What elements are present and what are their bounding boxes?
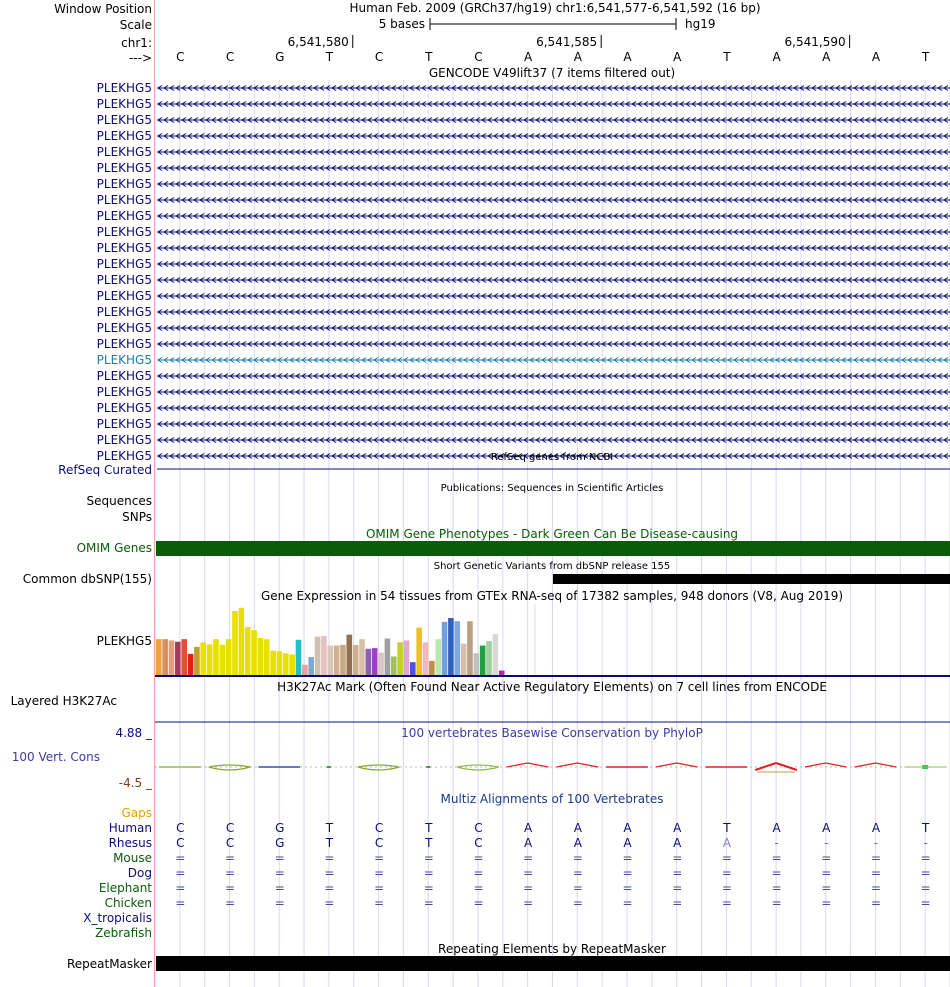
- gencode-transcript: [157, 390, 950, 395]
- gtex-bar: [200, 642, 206, 675]
- species-label[interactable]: Chicken: [104, 896, 152, 910]
- alignment-base: =: [771, 881, 782, 895]
- gtex-bar: [397, 642, 403, 675]
- repeat-title: Repeating Elements by RepeatMasker: [438, 942, 666, 956]
- h3k27ac-title: H3K27Ac Mark (Often Found Near Active Regulatory Elements) on 7 cell lines from ENCODE: [277, 680, 827, 694]
- alignment-base: C: [176, 836, 185, 850]
- gencode-transcript: [157, 262, 950, 267]
- gencode-gene-label[interactable]: PLEKHG5: [96, 193, 152, 207]
- alignment-base: A: [573, 821, 582, 835]
- alignment-base: =: [473, 866, 484, 880]
- gtex-gene-label[interactable]: PLEKHG5: [96, 634, 152, 648]
- scale-bar-label: 5 bases: [378, 17, 425, 31]
- gtex-bar: [239, 608, 245, 675]
- alignment-base: =: [175, 881, 186, 895]
- repeatmasker-track-label[interactable]: RepeatMasker: [66, 957, 152, 971]
- alignment-base: =: [672, 881, 683, 895]
- snps-track-label[interactable]: SNPs: [122, 510, 152, 524]
- gencode-transcript: [157, 278, 950, 283]
- browser-title: Human Feb. 2009 (GRCh37/hg19) chr1:6,541,577-6,541,592 (16 bp): [349, 1, 761, 15]
- gencode-gene-label[interactable]: PLEKHG5: [96, 385, 152, 399]
- alignment-base: C: [225, 821, 235, 835]
- base-letters: [176, 50, 930, 64]
- gencode-gene-label[interactable]: PLEKHG5: [96, 289, 152, 303]
- ruler-position: 6,541,590: [784, 35, 846, 49]
- gtex-bar: [162, 639, 168, 675]
- alignment-base: =: [374, 881, 385, 895]
- gencode-transcript: [157, 438, 950, 443]
- base-letter: C: [474, 50, 483, 64]
- alignment-base: =: [274, 896, 285, 910]
- alignment-base: =: [572, 881, 583, 895]
- assembly-label: hg19: [685, 17, 716, 31]
- gtex-bar: [366, 649, 372, 675]
- gtex-bar: [385, 639, 391, 675]
- alignment-base: =: [672, 866, 683, 880]
- position-ruler: [288, 35, 850, 49]
- alignment-base: =: [572, 851, 583, 865]
- cons-segment: [327, 766, 331, 768]
- gtex-bar: [391, 656, 397, 675]
- alignment-base: =: [225, 866, 236, 880]
- gtex-bar: [372, 648, 378, 675]
- gencode-gene-label[interactable]: PLEKHG5: [96, 113, 152, 127]
- alignment-base: =: [870, 866, 881, 880]
- gencode-gene-label[interactable]: PLEKHG5: [96, 129, 152, 143]
- alignment-base: A: [722, 836, 732, 850]
- track-area[interactable]: [155, 0, 950, 987]
- alignment-base: A: [524, 836, 533, 850]
- omim-track-label[interactable]: OMIM Genes: [76, 541, 152, 555]
- alignment-base: C: [474, 836, 483, 850]
- gtex-bar: [270, 651, 276, 675]
- alignment-base: =: [920, 896, 931, 910]
- alignment-base: A: [871, 821, 881, 835]
- base-letter: A: [573, 50, 582, 64]
- gencode-transcript: [157, 358, 950, 363]
- alignment-base: -: [873, 836, 879, 850]
- cons-min-label: -4.5 _: [118, 776, 152, 790]
- h3k27ac-track-label[interactable]: Layered H3K27Ac: [10, 694, 117, 708]
- alignment-base: =: [523, 896, 534, 910]
- gencode-transcript: [157, 150, 950, 155]
- alignment-base: =: [870, 851, 881, 865]
- alignment-base: C: [374, 836, 384, 850]
- alignment-base: =: [523, 866, 534, 880]
- alignment-base: =: [523, 851, 534, 865]
- alignment-base: =: [324, 896, 335, 910]
- gencode-gene-label[interactable]: PLEKHG5: [96, 161, 152, 175]
- gtex-bar: [410, 662, 416, 675]
- gencode-gene-label[interactable]: PLEKHG5: [96, 337, 152, 351]
- gtex-bar: [448, 618, 454, 675]
- gtex-bar: [194, 647, 200, 675]
- alignment-base: =: [374, 896, 385, 910]
- gtex-bar: [429, 661, 435, 675]
- base-letter: A: [623, 50, 632, 64]
- species-label[interactable]: Zebrafish: [95, 926, 152, 940]
- gtex-bar: [188, 654, 194, 675]
- alignment-base: =: [324, 881, 335, 895]
- gencode-transcript: [157, 342, 950, 347]
- alignment-base: =: [771, 896, 782, 910]
- gencode-gene-label[interactable]: PLEKHG5: [96, 257, 152, 271]
- gencode-gene-label[interactable]: PLEKHG5: [96, 241, 152, 255]
- alignment-base: =: [324, 851, 335, 865]
- alignment-base: =: [473, 851, 484, 865]
- alignment-base: =: [821, 896, 832, 910]
- base-letter: C: [225, 50, 235, 64]
- gtex-bar: [258, 638, 264, 675]
- base-letter: T: [723, 50, 731, 64]
- gencode-gene-label[interactable]: PLEKHG5: [96, 321, 152, 335]
- gtex-bar: [499, 671, 505, 675]
- alignment-base: =: [374, 866, 385, 880]
- alignment-base: =: [572, 896, 583, 910]
- gencode-transcript: [157, 198, 950, 203]
- alignment-base: =: [175, 896, 186, 910]
- gencode-gene-label[interactable]: PLEKHG5: [96, 97, 152, 111]
- alignment-base: =: [721, 851, 732, 865]
- alignment-base: -: [923, 836, 928, 850]
- gtex-bar: [461, 644, 467, 675]
- alignment-base: =: [821, 851, 832, 865]
- gtex-bar: [442, 622, 448, 675]
- gtex-bar: [347, 635, 353, 675]
- alignment-base: C: [176, 821, 185, 835]
- gtex-bar: [327, 646, 333, 675]
- alignment-base: =: [175, 851, 186, 865]
- refseq-track-label[interactable]: RefSeq Curated: [58, 463, 152, 477]
- repeatmasker-block: [156, 956, 950, 971]
- gencode-transcript: [157, 230, 950, 235]
- alignment-base: =: [920, 866, 931, 880]
- publications-title: Publications: Sequences in Scientific Articles: [440, 483, 664, 494]
- gtex-bar: [359, 639, 365, 675]
- alignment-base: =: [225, 851, 236, 865]
- dbsnp-title: Short Genetic Variants from dbSNP release 155: [433, 561, 671, 572]
- gtex-bar: [296, 640, 302, 675]
- gencode-gene-label[interactable]: PLEKHG5: [96, 225, 152, 239]
- base-letter: T: [425, 50, 433, 64]
- gencode-gene-label[interactable]: PLEKHG5: [96, 449, 152, 463]
- species-label[interactable]: Rhesus: [108, 836, 152, 850]
- gaps-track-label[interactable]: Gaps: [121, 806, 152, 820]
- alignment-base: T: [325, 821, 334, 835]
- alignment-base: =: [721, 881, 732, 895]
- sequences-track-label[interactable]: Sequences: [86, 494, 152, 508]
- gtex-bar: [277, 651, 283, 675]
- gtex-bar: [404, 640, 410, 675]
- alignment-base: =: [274, 881, 285, 895]
- alignment-base: =: [622, 881, 633, 895]
- gencode-transcript: [157, 326, 950, 331]
- alignment-base: =: [870, 881, 881, 895]
- alignment-base: =: [423, 851, 434, 865]
- gtex-bar: [232, 611, 238, 675]
- alignment-base: =: [721, 866, 732, 880]
- dbsnp-variant-block: [553, 574, 950, 584]
- gtex-bar: [156, 639, 162, 675]
- alignment-base: =: [274, 866, 285, 880]
- alignment-base: T: [325, 836, 334, 850]
- base-letter: A: [673, 50, 682, 64]
- gtex-bar: [353, 645, 359, 675]
- dbsnp-track-label[interactable]: Common dbSNP(155): [22, 572, 152, 586]
- gencode-transcript: [157, 310, 950, 315]
- gtex-bar: [181, 639, 187, 675]
- alignment-base: T: [425, 836, 433, 850]
- gencode-gene-label[interactable]: PLEKHG5: [96, 401, 152, 415]
- omim-title: OMIM Gene Phenotypes - Dark Green Can Be Disease-causing: [365, 527, 739, 541]
- alignment-base: =: [225, 881, 236, 895]
- alignment-base: =: [920, 881, 931, 895]
- alignment-base: =: [821, 881, 832, 895]
- alignment-base: A: [573, 836, 582, 850]
- base-letter: A: [822, 50, 831, 64]
- gtex-bar: [454, 621, 460, 675]
- gtex-bar: [245, 627, 251, 675]
- alignment-base: =: [622, 896, 633, 910]
- gencode-transcript: [157, 166, 950, 171]
- alignment-base: T: [723, 821, 731, 835]
- omim-gene-block: [156, 541, 950, 556]
- alignment-base: A: [623, 836, 632, 850]
- refseq-title: RefSeq genes from NCBI: [490, 452, 614, 463]
- gtex-bar: [486, 641, 492, 675]
- alignment-base: =: [672, 851, 683, 865]
- gencode-gene-label[interactable]: PLEKHG5: [96, 81, 152, 95]
- cons-title: 100 vertebrates Basewise Conservation by PhyloP: [401, 726, 703, 740]
- gtex-bar: [169, 640, 175, 675]
- alignment-base: C: [474, 821, 483, 835]
- multiz-title: Multiz Alignments of 100 Vertebrates: [440, 792, 664, 806]
- cons-segment: [426, 766, 430, 768]
- gencode-gene-label[interactable]: PLEKHG5: [96, 273, 152, 287]
- alignment-base: =: [821, 866, 832, 880]
- gencode-transcript: [157, 246, 950, 251]
- ruler-position: 6,541,585: [536, 35, 598, 49]
- base-letter: A: [524, 50, 533, 64]
- alignment-base: =: [870, 896, 881, 910]
- base-letter: C: [176, 50, 185, 64]
- alignment-base: C: [225, 836, 235, 850]
- gencode-transcript: [157, 422, 950, 427]
- gencode-gene-label[interactable]: PLEKHG5: [96, 353, 152, 367]
- gtex-bar: [264, 639, 270, 675]
- gtex-bar: [251, 630, 257, 675]
- gtex-bar: [378, 653, 384, 675]
- gencode-transcript: [157, 102, 950, 107]
- gencode-transcript: [157, 134, 950, 139]
- alignment-base: A: [772, 821, 781, 835]
- arrow-label: --->: [128, 51, 152, 65]
- gtex-bar: [334, 646, 340, 675]
- species-label[interactable]: Human: [108, 821, 152, 835]
- alignment-base: =: [672, 896, 683, 910]
- gencode-gene-label[interactable]: PLEKHG5: [96, 369, 152, 383]
- gencode-gene-label[interactable]: PLEKHG5: [96, 433, 152, 447]
- gencode-transcript: [157, 294, 950, 299]
- alignment-base: -: [774, 836, 779, 850]
- gencode-gene-label[interactable]: PLEKHG5: [96, 209, 152, 223]
- alignment-base: =: [324, 866, 335, 880]
- alignment-base: T: [921, 821, 930, 835]
- alignment-base: G: [275, 821, 285, 835]
- gencode-gene-label[interactable]: PLEKHG5: [96, 177, 152, 191]
- alignment-base: T: [425, 821, 433, 835]
- gencode-gene-label[interactable]: PLEKHG5: [96, 145, 152, 159]
- gtex-bar: [493, 634, 499, 675]
- alignment-base: A: [673, 836, 682, 850]
- species-label[interactable]: Dog: [127, 866, 152, 880]
- base-letter: C: [374, 50, 384, 64]
- alignment-base: =: [622, 851, 633, 865]
- alignment-base: =: [523, 881, 534, 895]
- window-position-label: Window Position: [54, 2, 152, 16]
- gencode-gene-label[interactable]: PLEKHG5: [96, 305, 152, 319]
- gtex-bar: [480, 646, 486, 675]
- gtex-bar: [435, 639, 441, 675]
- base-letter: A: [772, 50, 781, 64]
- species-label[interactable]: X_tropicalis: [83, 911, 152, 925]
- alignment-base: =: [771, 866, 782, 880]
- gtex-bar: [315, 637, 321, 675]
- gencode-title: GENCODE V49lift37 (7 items filtered out): [428, 66, 676, 80]
- base-letter: T: [325, 50, 334, 64]
- alignment-base: =: [423, 866, 434, 880]
- gtex-bar: [340, 645, 346, 675]
- alignment-base: =: [473, 881, 484, 895]
- alignment-base: =: [572, 866, 583, 880]
- gencode-transcripts: [157, 86, 950, 459]
- alignment-base: =: [175, 866, 186, 880]
- alignment-base: C: [374, 821, 384, 835]
- alignment-base: =: [622, 866, 633, 880]
- gtex-bar: [289, 655, 295, 675]
- gencode-transcript: [157, 214, 950, 219]
- gtex-bar: [213, 639, 219, 675]
- base-letter: T: [921, 50, 930, 64]
- alignment-base: =: [473, 896, 484, 910]
- gtex-bar: [467, 621, 473, 675]
- alignment-base: A: [673, 821, 682, 835]
- ruler-position: 6,541,580: [287, 35, 349, 49]
- alignment-base: =: [771, 851, 782, 865]
- alignment-base: =: [721, 896, 732, 910]
- gtex-bar: [207, 644, 213, 675]
- cons-max-label: 4.88 _: [115, 726, 152, 740]
- cons-track-label[interactable]: 100 Vert. Cons: [11, 750, 100, 764]
- gtex-bar: [423, 642, 429, 675]
- gtex-bar: [220, 645, 226, 675]
- alignment-base: =: [423, 896, 434, 910]
- chrom-label: chr1:: [121, 36, 152, 50]
- gencode-gene-label[interactable]: PLEKHG5: [96, 417, 152, 431]
- alignment-base: A: [822, 821, 831, 835]
- alignment-base: G: [275, 836, 285, 850]
- gencode-transcript: [157, 118, 950, 123]
- gtex-bar: [175, 642, 181, 675]
- gtex-bar: [302, 665, 308, 675]
- gencode-transcript: [157, 86, 950, 91]
- gtex-bar: [416, 628, 422, 675]
- alignment-base: =: [225, 896, 236, 910]
- alignment-base: A: [524, 821, 533, 835]
- gencode-transcript: [157, 406, 950, 411]
- track-labels: [0, 0, 155, 987]
- alignment-base: -: [824, 836, 829, 850]
- alignment-base: =: [374, 851, 385, 865]
- base-letter: A: [871, 50, 881, 64]
- gencode-transcript: [157, 374, 950, 379]
- track-canvas: [155, 0, 950, 987]
- gtex-title: Gene Expression in 54 tissues from GTEx RNA-seq of 17382 samples, 948 donors (V8, Aug 2019): [260, 589, 844, 603]
- alignment-base: =: [920, 851, 931, 865]
- gtex-bar: [226, 639, 232, 675]
- species-label[interactable]: Mouse: [113, 851, 152, 865]
- species-label[interactable]: Elephant: [98, 881, 152, 895]
- gtex-bar: [283, 653, 289, 675]
- alignment-base: =: [423, 881, 434, 895]
- gtex-bar: [321, 636, 327, 675]
- alignment-base: =: [274, 851, 285, 865]
- alignment-base: A: [623, 821, 632, 835]
- base-letter: G: [275, 50, 285, 64]
- gtex-bar: [474, 653, 480, 675]
- scale-label: Scale: [119, 18, 152, 32]
- gtex-bar: [308, 657, 314, 675]
- gencode-transcript: [157, 182, 950, 187]
